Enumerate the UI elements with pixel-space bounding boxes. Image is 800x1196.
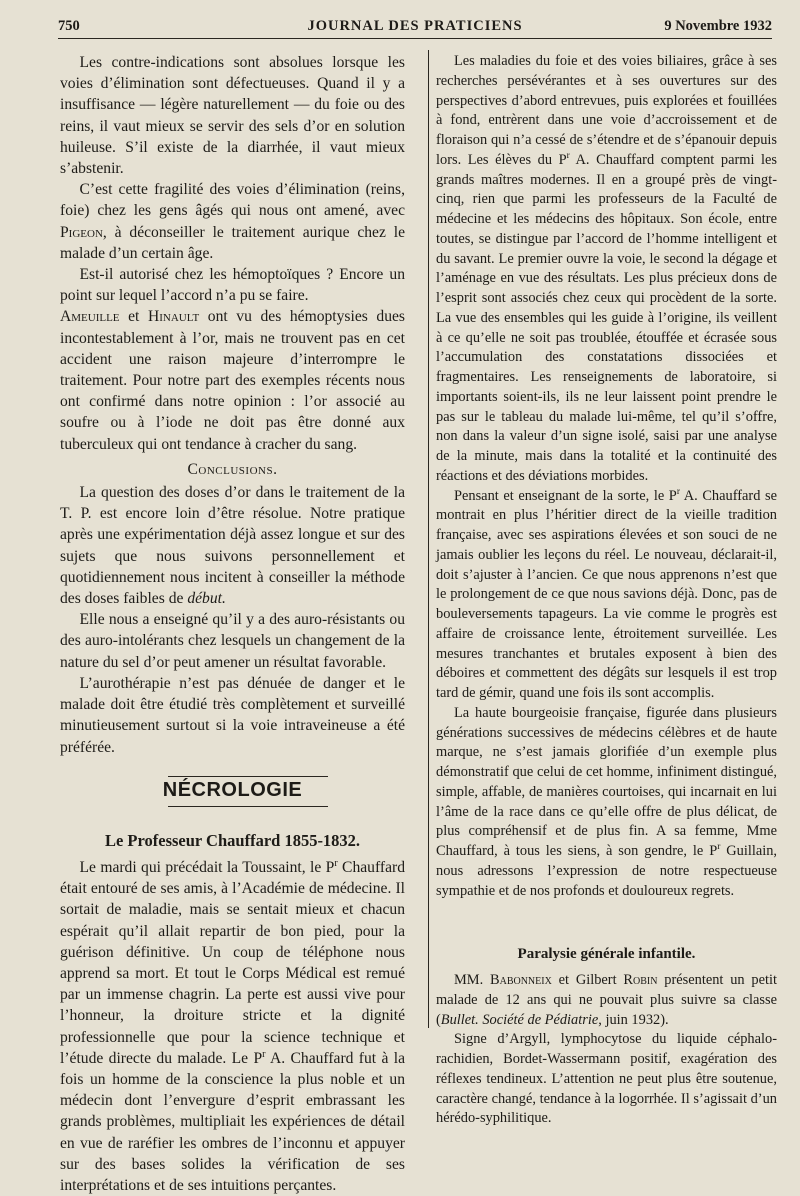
conclusions-heading: Conclusions. [187,460,278,478]
author-name: Hinault [147,308,200,326]
paragraph [60,482,405,609]
section-title: Paralysie générale infantile. [517,946,696,963]
necrologie-block [60,758,405,828]
journal-title: JOURNAL DES PRATICIENS [307,18,523,34]
text: ont vu des hémoptysies dues incontestablement à l’or, mais ne trouvent pas en cet accident une raison majeure d’interrompre le traitement. Pour notre part des exemples récents nous ont confirmé dans notre opinion : l’or associé au soufre ou à l’iode ne doit pas être donné aux tuberculeux qui ont tendance à cracher du sang. [60,308,405,453]
superscript: r [717,842,721,853]
paragraph: Est-il autorisé chez les hémoptoïques ? Encore un point sur lequel l’accord n’a pu se faire. [60,266,405,305]
text: Guillain, nous adressons l’expression de notre respectueuse sympathie et de nos profonds et douloureux regrets. [436,843,778,899]
header-rule [58,38,772,39]
text: Le mardi qui précédait la Toussaint, le P [79,858,335,876]
section-spacer [436,901,777,943]
superscript: r [334,857,338,869]
issue-date: 9 Novembre 1932 [664,18,772,34]
text: MM. [454,972,490,988]
column-divider [428,50,429,1028]
text: Les maladies du foie et des voies biliaires, grâce à ses recherches persévérantes et à ses ouvertures sur des perspectives d’abord entrevues, puis explorées et fouillées à fond, entrèrent dans une voie d’accroissement et de floraison qui n’a cessé de s’étendre et de s’épanouir depuis lors. Les élèves du P [436,53,777,168]
paragraph: Elle nous a enseigné qu’il y a des auro-résistants ou des auro-intolérants chez lesquels un changement de la nature du sel d’or peut amener un résultat favorable. [60,611,405,671]
necrologie-rule-top [168,776,328,777]
necrologie-heading: NÉCROLOGIE [162,778,303,801]
text: A. Chauffard fut à la fois un homme de la conscience la plus noble et un médecin dont l’envergure d’esprit embrassant les grands problèmes, multipliait les expériences de détail en vue de raréfier les ombres de l’inconnu et appuyer sur des bases solides la vérification de ses interprétations et de ses intuitions perçantes. [60,1049,405,1194]
superscript: r [262,1048,266,1060]
author-name: Pigeon [60,223,103,241]
superscript: r [676,486,680,497]
text: présentent un petit malade de 12 ans qui ne pouvait plus suivre sa classe ( [436,972,777,1028]
text: et [119,308,148,326]
superscript: r [566,150,570,161]
author-name: Ameuille [60,308,120,326]
necrologie-rule-bottom [168,806,328,807]
right-column [436,52,777,1129]
paragraph [60,179,405,264]
text: , à déconseiller le traitement aurique chez le malade d’un certain âge. [60,223,405,262]
paragraph [436,704,777,902]
text: La haute bourgeoisie française, figurée dans plusieurs générations successives de médecins célèbres et de haute marque, ne s’est jamais glorifiée d’un exemple plus démonstratif que celui de cet homme, infiniment distingué, simple, affable, de manières courtoises, qui incarnait en lui l’âme de la race dans ce qu’elle offre de plus délicat, de plus compréhensif et de plus fin. A sa femme, Mme Chauffard, à tous les siens, à son gendre, le P [436,704,777,859]
citation: Bullet. Société de Pédiatrie [440,1011,599,1028]
left-column [60,52,405,1196]
paragraph [436,487,777,704]
text: Chauffard était entouré de ses amis, à l’Académie de médecine. Il sortait de maladie, mais se sentait mieux et chacun espérait qu’il allait repartir de bon pied, pour la guérison définitive. Un coup de téléphone nous apprend sa mort. Et tout le Corps Médical est remué par un immense chagrin. La perte est aussi vive pour l’honneur, la droiture stricte et la dignité professionnelle que pour la science technique et l’étude directe du malade. Le P [60,858,405,1067]
page-number: 750 [58,18,80,34]
text: et Gilbert [551,972,624,988]
page-header [58,14,772,36]
paragraph: Signe d’Argyll, lymphocytose du liquide céphalo-rachidien, Bordet-Wassermann positif, exagération des réflexes tendineux. L’attention ne peut plus être soutenue, caractère changé, tendance à la logorrhée. Il s’agissait d’un hérédo-syphilitique. [436,1031,777,1127]
text: C’est cette fragilité des voies d’élimination (reins, foie) chez les gens âgés qui nous ont amené, avec [60,181,405,220]
obituary-title: Le Professeur Chauffard 1855-1832. [104,830,361,850]
paragraph [436,52,777,487]
text: , juin 1932). [598,1011,669,1028]
text: A. Chauffard comptent parmi les grands maîtres modernes. Il en a groupé près de vingt-cinq, rien que parmi les professeurs de la Faculté de médecine et les médecins des hôpitaux. Son école, entre toutes, se distingue par l’accord de l’homme intelligent et du savant. Le premier ouvre la voie, le second la dégage et l’aménage en vue des résultats. Les plus précieux dons de l’esprit sont associés chez ceux qui procèdent de la sorte. La vue des ensembles qui les guide à l’origine, ils veillent à ce qu’elle ne soit pas troublée, étouffée et écrasée sous l’accumulation des constatations dissociées et fragmentaires. Les renseignements de laboratoire, si importants soient-ils, ils ne leur laissent point prendre le pas sur le tableau du malade lui-même, tel qu’il s’offre, non dans la valeur d’un signe isolé, saisi par une analyse de la minute, mais dans la totalité et la continuité des réactions et des déviations morbides. [436,151,777,484]
paragraph [60,306,405,454]
paragraph [436,971,777,1030]
text: Pensant et enseignant de la sorte, le P [454,487,677,504]
paragraph: L’aurothérapie n’est pas dénuée de danger et le malade doit être étudié très complètement et surveillé minutieusement surtout si la voie intraveineuse a été préférée. [60,674,405,756]
author-name: Robin [623,972,658,988]
paragraph: Les contre-indications sont absolues lorsque les voies d’élimination sont défectueuses. Quand il y a insuffisance — légère naturellement — du foie ou des reins, il vaut mieux se servir des sels d’or en solution huileuse. S’il existe de la diarrhée, il vaut mieux s’abstenir. [60,54,405,178]
author-name: Babonneix [490,972,552,988]
paragraph [60,857,405,1196]
text: A. Chauffard se montrait en plus l’héritier direct de la vieille tradition française, avec ses aspirations élevées et son souci de ne jamais oublier les leçons du réel. Le nouveau, déclarait-il, doit s’ajuster à l’ancien. Ce que nous apprenons n’est que le prolongement de ce que nous savions déjà. Donc, pas de bouleversements tapageurs. La vie comme le progrès est affaire de croissance lente, étroitement surveillée. Les mesures tranchantes et brutales exposent à bien des déboires et commettent des dégâts sur lesquels il est trop tard de gémir, quand une fois ils sont accomplis. [436,487,777,701]
emphasis: début. [187,590,226,608]
text: La question des doses d’or dans le traitement de la T. P. est encore loin d’être résolue. Notre pratique après une expérimentation déjà assez longue et sur des sujets que nous suivons personnellement et quotidiennement nous incitent à conseiller la méthode des doses faibles de [60,484,405,608]
